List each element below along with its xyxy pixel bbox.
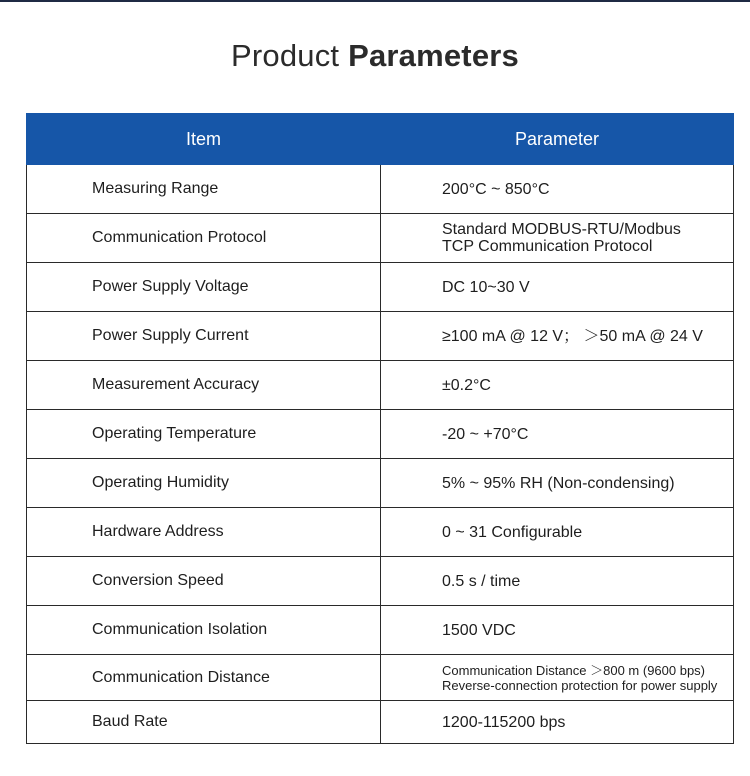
row-item-hardware-address: Hardware Address xyxy=(27,508,381,557)
table-row xyxy=(27,508,734,557)
row-param-conversion-speed: 0.5 s / time xyxy=(381,557,734,606)
header-item: Item xyxy=(27,114,381,165)
row-item-baud-rate: Baud Rate xyxy=(27,701,381,744)
row-param-communication-distance xyxy=(381,655,734,701)
row-param-communication-protocol xyxy=(381,214,734,263)
param-line: Reverse-connection protection for power supply xyxy=(442,677,718,693)
page-title xyxy=(0,38,750,74)
row-param-measuring-range: 200°C ~ 850°C xyxy=(381,165,734,214)
row-param-baud-rate: 1200-115200 bps xyxy=(381,701,734,744)
param-line: Communication Distance ＞800 m (9600 bps) xyxy=(442,662,706,678)
row-param-hardware-address: 0 ~ 31 Configurable xyxy=(381,508,734,557)
table-row xyxy=(27,165,734,214)
row-item-conversion-speed: Conversion Speed xyxy=(27,557,381,606)
parameters-table xyxy=(26,113,734,744)
row-param-power-supply-voltage: DC 10~30 V xyxy=(381,263,734,312)
table-row xyxy=(27,214,734,263)
row-item-measuring-range: Measuring Range xyxy=(27,165,381,214)
table-row xyxy=(27,557,734,606)
row-item-operating-humidity: Operating Humidity xyxy=(27,459,381,508)
title-light-word: Product xyxy=(231,38,340,73)
row-item-power-supply-voltage: Power Supply Voltage xyxy=(27,263,381,312)
table-row xyxy=(27,312,734,361)
top-divider xyxy=(0,0,750,2)
table-row xyxy=(27,655,734,701)
table-row xyxy=(27,263,734,312)
row-param-communication-isolation: 1500 VDC xyxy=(381,606,734,655)
table-row xyxy=(27,459,734,508)
row-item-communication-isolation: Communication Isolation xyxy=(27,606,381,655)
row-item-communication-distance: Communication Distance xyxy=(27,655,381,701)
row-param-operating-humidity: 5% ~ 95% RH (Non-condensing) xyxy=(381,459,734,508)
table-row xyxy=(27,410,734,459)
row-item-measurement-accuracy: Measurement Accuracy xyxy=(27,361,381,410)
row-param-measurement-accuracy: ±0.2°C xyxy=(381,361,734,410)
row-item-power-supply-current: Power Supply Current xyxy=(27,312,381,361)
title-bold-word: Parameters xyxy=(348,38,519,73)
table-row xyxy=(27,701,734,744)
param-line: TCP Communication Protocol xyxy=(442,238,653,255)
param-line: Standard MODBUS-RTU/Modbus xyxy=(442,221,681,238)
table-row xyxy=(27,361,734,410)
row-item-operating-temperature: Operating Temperature xyxy=(27,410,381,459)
row-item-communication-protocol: Communication Protocol xyxy=(27,214,381,263)
row-param-operating-temperature: -20 ~ +70°C xyxy=(381,410,734,459)
table-header-row xyxy=(27,114,734,165)
row-param-power-supply-current: ≥100 mA @ 12 V； ＞50 mA @ 24 V xyxy=(381,312,734,361)
header-parameter: Parameter xyxy=(381,114,734,165)
table-row xyxy=(27,606,734,655)
